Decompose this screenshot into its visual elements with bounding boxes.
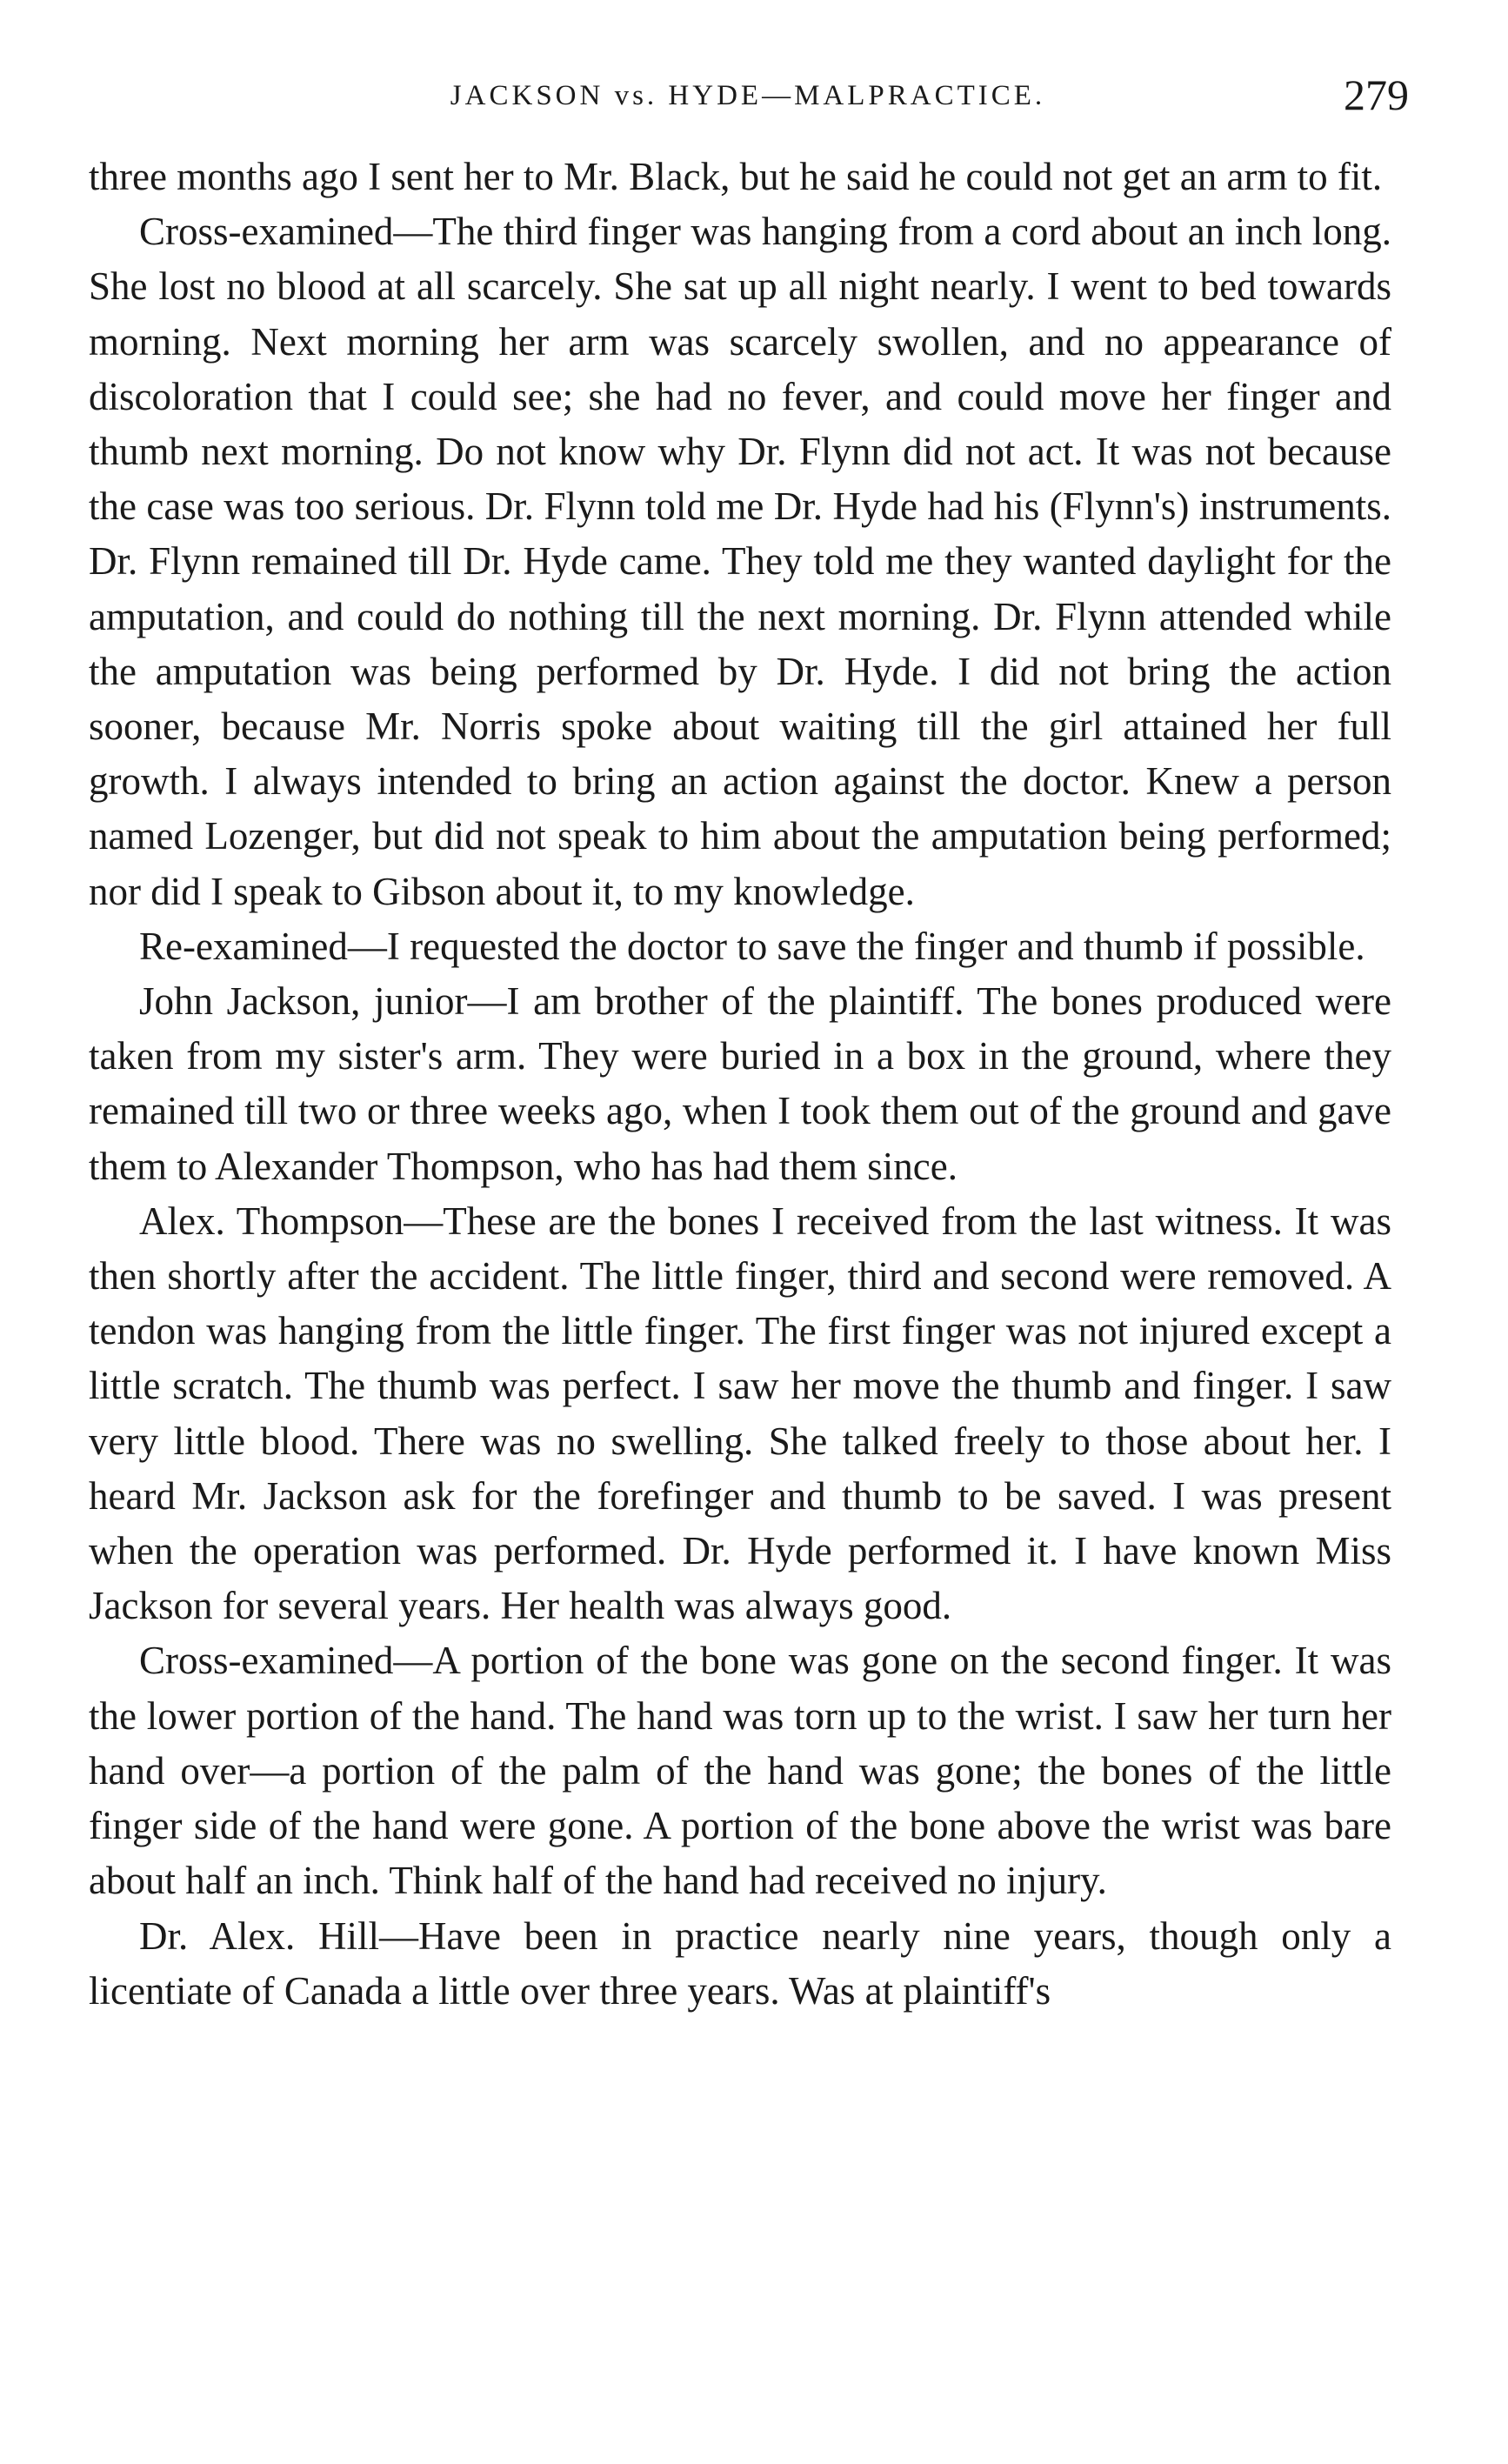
paragraph-dr-hill-testimony: Dr. Alex. Hill—Have been in practice nearly nine years, though only a licentiate of Canada a little over three years. Was at plaintiff's [89, 1913, 1391, 2013]
body-text [89, 150, 1391, 2019]
paragraph-cross-examined-plaintiff: Cross-examined—The third finger was hanging from a cord about an inch long. She lost no blood at all scarcely. She sat up all night nearly. I went to bed towards morning. Next morning her arm was scarcely swollen, and no appearance of discoloration that I could see; she had no fever, and could move her finger and thumb next morning. Do not know why Dr. Flynn did not act. It was not because the case was too serious. Dr. Flynn told me Dr. Hyde had his (Flynn's) instruments. Dr. Flynn remained till Dr. Hyde came. They told me they wanted daylight for the amputation, and could do nothing till the next morning. Dr. Flynn attended while the amputation was being performed by Dr. Hyde. I did not bring the action sooner, because Mr. Norris spoke about waiting till the girl attained her full growth. I always intended to bring an action against the doctor. Knew a person named Lozenger, but did not speak to him about the amputation being performed; nor did I speak to Gibson about it, to my knowledge. [89, 210, 1391, 913]
paragraph-john-jackson-testimony: John Jackson, junior—I am brother of the plaintiff. The bones produced were taken from my sister's arm. They were buried in a box in the ground, where they remained till two or three weeks ago, when I took them out of the ground and gave them to Alexander Thompson, who has had them since. [89, 979, 1391, 1188]
paragraph-alex-thompson-testimony: Alex. Thompson—These are the bones I received from the last witness. It was then shortly after the accident. The little finger, third and second were removed. A tendon was hanging from the little finger. The first finger was not injured except a little scratch. The thumb was perfect. I saw her move the thumb and finger. I saw very little blood. There was no swelling. She talked freely to those about her. I heard Mr. Jackson ask for the forefinger and thumb to be saved. I was present when the operation was performed. Dr. Hyde performed it. I have known Miss Jackson for several years. Her health was always good. [89, 1199, 1391, 1628]
paragraph-continuation: three months ago I sent her to Mr. Black, but he said he could not get an arm to fit. [89, 155, 1383, 198]
paragraph-re-examined: Re-examined—I requested the doctor to save the finger and thumb if possible. [139, 924, 1365, 968]
paragraph-thompson-cross-examined: Cross-examined—A portion of the bone was gone on the second finger. It was the lower portion of the hand. The hand was torn up to the wrist. I saw her turn her hand over—a portion of the palm of the hand was gone; the bones of the little finger side of the hand were gone. A portion of the bone above the wrist was bare about half an inch. Think half of the hand had received no injury. [89, 1639, 1391, 1903]
running-head: JACKSON vs. HYDE—MALPRACTICE. [450, 80, 1046, 111]
page-number: 279 [1344, 70, 1409, 119]
page-header [87, 68, 1409, 129]
